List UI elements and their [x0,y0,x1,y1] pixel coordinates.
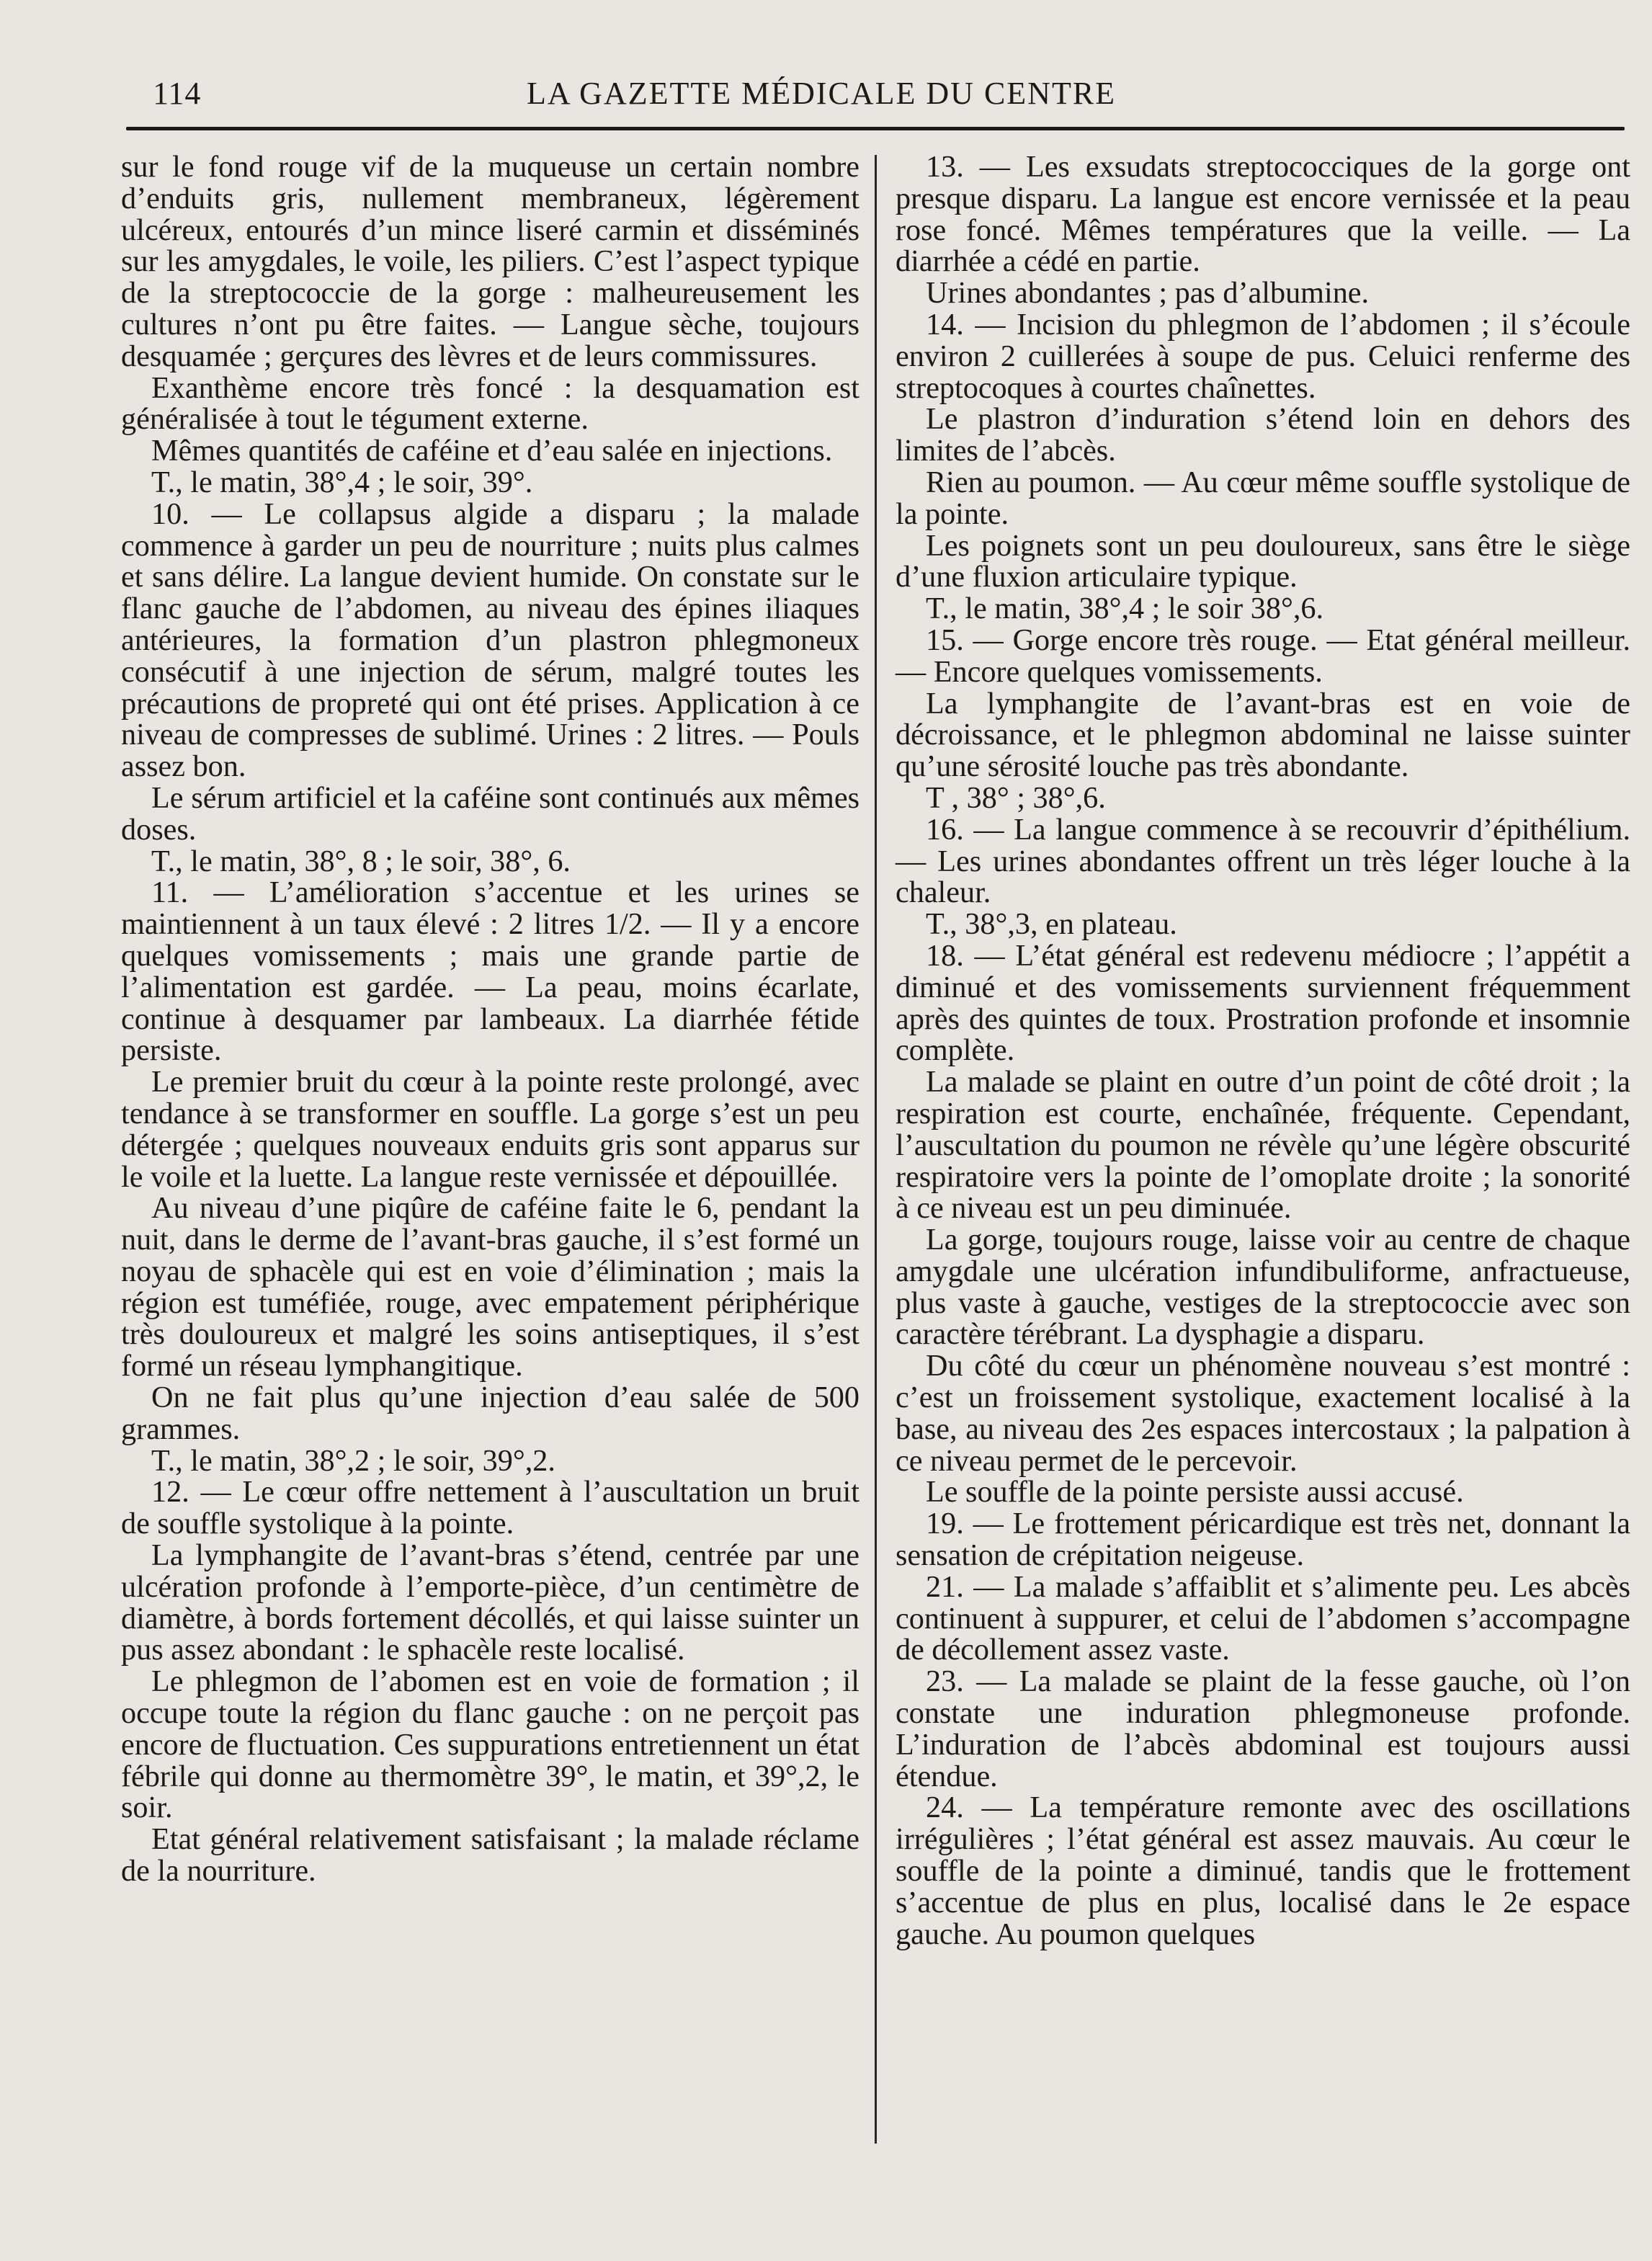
paragraph: T., le matin, 38°,4 ; le soir 38°,6. [926,592,1324,626]
paragraph: Au niveau d’une piqûre de caféine faite le 6, pendant la nuit, dans le derme de l’avant-bras gauche, il s’est formé un noyau de sphacèle qui est en voie d’élimination ; mais la région est tuméfiée, rouge, avec empatement périphérique très douloureux et malgré les soins antiseptiques, il s’est formé un réseau lymphangitique. [121,1191,860,1383]
paragraph: 18. — L’état général est redevenu médiocre ; l’appétit a diminué et des vomissements surviennent fréquemment après des quintes de toux. Prostration profonde et insomnie complète. [896,938,1630,1068]
paragraph: 11. — L’amélioration s’accentue et les urines se maintiennent à un taux élevé : 2 litres 1/2. — Il y a encore quelques vomissements ; mais une grande partie de l’alimentation est gardée. — La peau, moins écarlate, continue à desquamer par lambeaux. La diarrhée fétide persiste. [121,875,860,1068]
paragraph: 13. — Les exsudats streptococciques de la gorge ont presque disparu. La langue est encore vernissée et la peau rose foncé. Mêmes températures que la veille. — La diarrhée a cédé en partie. [896,150,1630,279]
paragraph: La lymphangite de l’avant-bras est en voie de décroissance, et le phlegmon abdominal ne laisse suinter qu’une sérosité louche pas très abondante. [896,686,1630,784]
paragraph: T., 38°,3, en plateau. [926,907,1177,942]
paragraph: Les poignets sont un peu douloureux, sans être le siège d’une fluxion articulaire typique. [896,528,1630,594]
paragraph: Exanthème encore très foncé : la desquamation est généralisée à tout le tégument externe. [121,370,860,437]
paragraph: On ne fait plus qu’une injection d’eau salée de 500 grammes. [121,1381,860,1446]
paragraph: sur le fond rouge vif de la muqueuse un certain nombre d’enduits gris, nullement membraneux, légèrement ulcéreux, entourés d’un mince liseré carmin et disséminés sur les amygdales, le voile, les piliers. C’est l’aspect typique de la streptococcie de la gorge : malheureusement les cultures n’ont pu être faites. — Langue sèche, toujours desquamée ; gerçures des lèvres et de leurs commissures. [121,150,860,373]
right-column [896,151,1630,1950]
paragraph: 23. — La malade se plaint de la fesse gauche, où l’on constate une induration phlegmoneuse profonde. L’induration de l’abcès abdominal est toujours aussi étendue. [896,1664,1630,1793]
paragraph: Mêmes quantités de caféine et d’eau salée en injections. [151,434,833,468]
paragraph: La gorge, toujours rouge, laisse voir au centre de chaque amygdale une ulcération infundibuliforme, anfractueuse, plus vaste à gauche, vestiges de la streptococcie avec son caractère térébrant. La dysphagie a disparu. [896,1223,1630,1352]
page-header [144,72,1499,122]
column-divider [875,155,877,2144]
paragraph: T., le matin, 38°,2 ; le soir, 39°,2. [151,1443,555,1478]
paragraph: 19. — Le frottement péricardique est très net, donnant la sensation de crépitation neigeuse. [896,1507,1630,1573]
header-rule [126,127,1625,130]
paragraph: 12. — Le cœur offre nettement à l’auscultation un bruit de souffle systolique à la pointe. [121,1475,860,1541]
paragraph: 14. — Incision du phlegmon de l’abdomen ; il s’écoule environ 2 cuillerées à soupe de pus. Celuici renferme des streptocoques à courtes chaînettes. [896,307,1630,405]
paragraph: Rien au poumon. — Au cœur même souffle systolique de la pointe. [896,465,1630,531]
paragraph: La lymphangite de l’avant-bras s’étend, centrée par une ulcération profonde à l’emporte-pièce, d’un centimètre de diamètre, à bords fortement décollés, et qui laisse suinter un pus assez abondant : le sphacèle reste localisé. [121,1538,860,1667]
page-number: 114 [153,76,202,111]
paragraph: 10. — Le collapsus algide a disparu ; la malade commence à garder un peu de nourriture ; nuits plus calmes et sans délire. La langue devient humide. On constate sur le flanc gauche de l’abdomen, au niveau des épines iliaques antérieures, la formation d’un plastron phlegmoneux consécutif à une injection de sérum, malgré toutes les précautions de propreté qui ont été prises. Application à ce niveau de compresses de sublimé. Urines : 2 litres. — Pouls assez bon. [121,496,860,784]
paragraph: Le phlegmon de l’abomen est en voie de formation ; il occupe toute la région du flanc gauche : on ne perçoit pas encore de fluctuation. Ces suppurations entretiennent un état fébrile qui donne au thermomètre 39°, le matin, et 39°,2, le soir. [121,1664,860,1825]
paragraph: La malade se plaint en outre d’un point de côté droit ; la respiration est courte, enchaînée, fréquente. Cependant, l’auscultation du poumon ne révèle qu’une légère obscurité respiratoire vers la pointe de l’omoplate droite ; la sonorité à ce niveau est un peu diminuée. [896,1065,1630,1226]
paragraph: T., le matin, 38°, 8 ; le soir, 38°, 6. [151,844,571,878]
paragraph: Le premier bruit du cœur à la pointe reste prolongé, avec tendance à se transformer en souffle. La gorge s’est un peu détergée ; quelques nouveaux enduits gris sont apparus sur le voile et la luette. La langue reste vernissée et dépouillée. [121,1065,860,1194]
paragraph: Le souffle de la pointe persiste aussi accusé. [926,1475,1464,1509]
paragraph: 15. — Gorge encore très rouge. — Etat général meilleur. — Encore quelques vomissements. [896,623,1630,689]
paragraph: T , 38° ; 38°,6. [926,780,1106,815]
left-column [121,151,860,1887]
running-title: LA GAZETTE MÉDICALE DU CENTRE [526,76,1117,111]
paragraph: 21. — La malade s’affaiblit et s’alimente peu. Les abcès continuent à suppurer, et celui de l’abdomen s’accompagne de décollement assez vaste. [896,1569,1630,1667]
paragraph: Etat général relativement satisfaisant ; la malade réclame de la nourriture. [121,1822,860,1888]
paragraph: Urines abondantes ; pas d’albumine. [926,276,1370,311]
paragraph: 24. — La température remonte avec des oscillations irrégulières ; l’état général est assez mauvais. Au cœur le souffle de la pointe a diminué, tandis que le frottement s’accentue de plus en plus, localisé dans le 2e espace gauche. Au poumon quelques [896,1790,1630,1951]
paragraph: Le plastron d’induration s’étend loin en dehors des limites de l’abcès. [896,402,1630,468]
paragraph: T., le matin, 38°,4 ; le soir, 39°. [151,465,533,499]
paragraph: Du côté du cœur un phénomène nouveau s’est montré : c’est un froissement systolique, exactement localisé à la base, au niveau des 2es espaces intercostaux ; la palpation à ce niveau permet de le percevoir. [896,1349,1630,1478]
paragraph: Le sérum artificiel et la caféine sont continués aux mêmes doses. [121,780,860,847]
paragraph: 16. — La langue commence à se recouvrir d’épithélium. — Les urines abondantes offrent un très léger louche à la chaleur. [896,812,1630,910]
